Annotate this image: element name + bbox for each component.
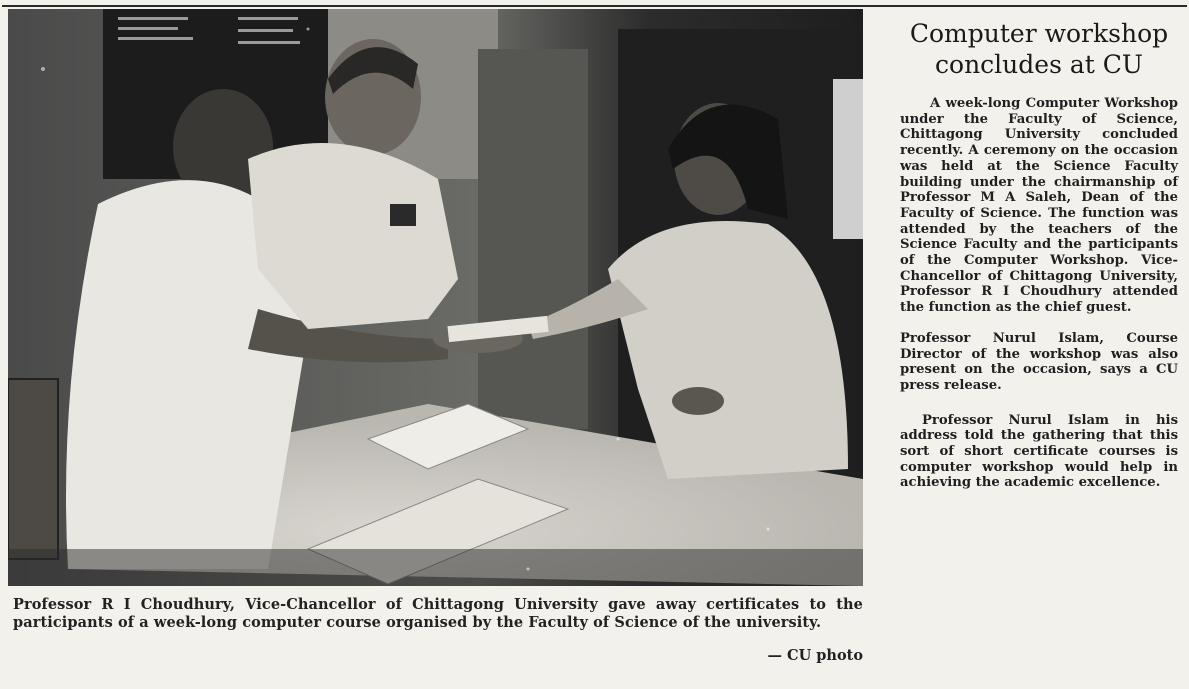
photo-floor <box>8 549 863 586</box>
article-paragraph-1: A week-long Computer Workshop under the Faculty of Science, Chittagong University concluded recently. A ceremony on the occasion was held at the Science Faculty building under the chairmanship of Professor M A Saleh, Dean of the Faculty of Science. The function was attended by the teachers of the Science Faculty and the participants of the Computer Workshop. Vice-Chancellor of Chittagong University, Professor R I Choudhury attended the function as the chief guest. <box>900 96 1178 316</box>
person-right-hand <box>672 387 724 415</box>
article-headline: Computer workshop concludes at CU <box>909 19 1169 79</box>
article <box>900 18 1178 491</box>
article-paragraph-2: Professor Nurul Islam, Course Director of the workshop was also present on the occasion, says a CU press release. <box>900 330 1178 393</box>
news-photo <box>8 9 863 586</box>
photo-credit: — CU photo <box>767 647 863 664</box>
person-center-badge <box>390 204 416 226</box>
photo-caption: Professor R I Choudhury, Vice-Chancellor of Chittagong University gave away certificates to the participants of a week-long computer course organised by the Faculty of Science of the university. <box>13 596 863 631</box>
photo-chair <box>8 379 58 559</box>
photo-door <box>478 49 588 429</box>
top-rule <box>2 5 1187 7</box>
photo-illustration <box>8 9 863 586</box>
article-paragraph-3: Professor Nurul Islam in his address told the gathering that this sort of short certificate courses is computer workshop would help in achieving the academic excellence. <box>900 412 1178 491</box>
photo-light-panel <box>833 79 863 239</box>
